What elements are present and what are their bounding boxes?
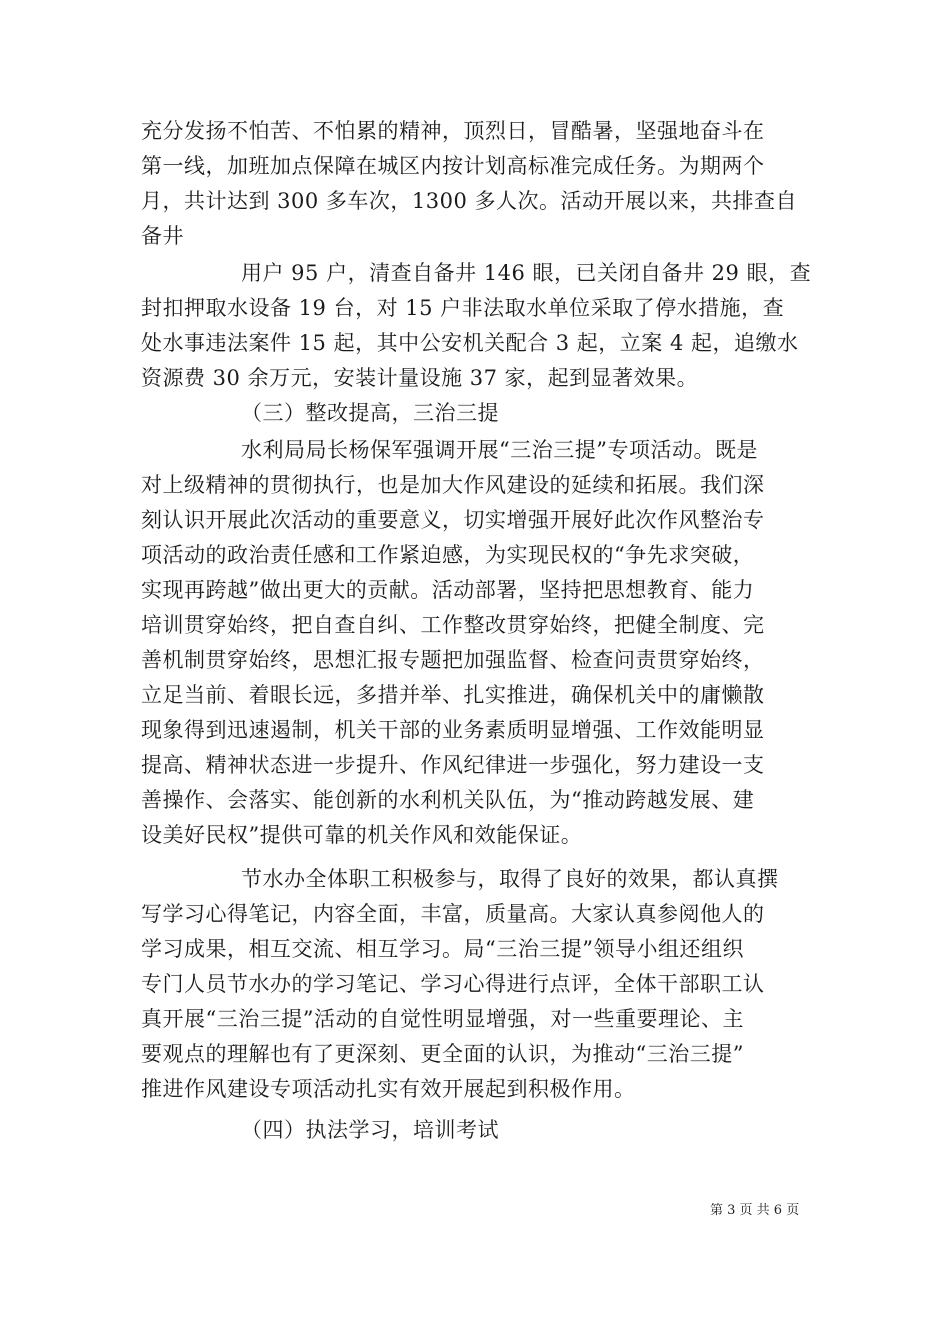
text-line: 对上级精神的贯彻执行，也是加大作风建设的延续和拓展。我们深 [141,473,765,497]
text-line: 专门人员节水办的学习笔记、学习心得进行点评，全体干部职工认 [141,972,765,996]
page-number-footer: 第 3 页 共 6 页 [710,1203,800,1218]
text-line: 立足当前、着眼长远，多措并举、扎实推进，确保机关中的庸懒散 [141,683,765,707]
section-heading-3: （三）整改提高，三治三提 [241,401,499,425]
paragraph-2-cont [141,291,809,396]
text-line: 实现再跨越”做出更大的贡献。活动部署，坚持把思想教育、能力 [141,578,755,602]
section-heading-4: （四）执法学习，培训考试 [241,1118,499,1142]
text-line: 月，共计达到 300 多车次，1300 多人次。活动开展以来，共排查自 [141,189,798,213]
text-line: 提高、精神状态进一步提升、作风纪律进一步强化，努力建设一支 [141,753,765,777]
paragraph-4-first [141,862,809,897]
text-line: 要观点的理解也有了更深刻、更全面的认识，为推动“三治三提” [141,1042,744,1066]
text-line: 资源费 30 余万元，安装计量设施 37 家，起到显著效果。 [141,366,699,390]
paragraph-1 [141,114,809,254]
text-line: 培训贯穿始终，把自查自纠、工作整改贯穿始终，把健全制度、完 [141,613,765,637]
paragraph-2 [141,256,812,291]
text-line: 设美好民权”提供可靠的机关作风和效能保证。 [141,823,583,847]
text-line: 真开展“三治三提”活动的自觉性明显增强，对一些重要理论、主 [141,1007,744,1031]
text-line: 充分发扬不怕苦、不怕累的精神，顶烈日，冒酷暑，坚强地奋斗在 [141,119,765,143]
text-line: 写学习心得笔记，内容全面，丰富，质量高。大家认真参阅他人的 [141,902,765,926]
text-line: 备井 [141,224,184,248]
text-line: 用户 95 户，清查自备井 146 眼，已关闭自备井 29 眼，查 [241,261,812,285]
text-line: 刻认识开展此次活动的重要意义，切实增强开展好此次作风整治专 [141,508,765,532]
text-line: 节水办全体职工积极参与，取得了良好的效果，都认真撰 [241,867,779,891]
text-line: 封扣押取水设备 19 台，对 15 户非法取水单位采取了停水措施，查 [141,296,785,320]
text-line: 善操作、会落实、能创新的水利机关队伍，为“推动跨越发展、建 [141,788,755,812]
text-line: 项活动的政治责任感和工作紧迫感，为实现民权的“争先求突破， [141,543,755,567]
paragraph-3-first [141,433,809,468]
text-line: 现象得到迅速遏制，机关干部的业务素质明显增强、工作效能明显 [141,718,765,742]
text-line: 水利局局长杨保军强调开展“三治三提”专项活动。既是 [241,438,758,462]
text-line: 第一线，加班加点保障在城区内按计划高标准完成任务。为期两个 [141,154,765,178]
text-line: 推进作风建设专项活动扎实有效开展起到积极作用。 [141,1077,636,1101]
document-body [141,114,812,1148]
text-line: 善机制贯穿始终，思想汇报专题把加强监督、检查问责贯穿始终， [141,648,765,672]
paragraph-3 [141,468,809,853]
text-line: 处水事违法案件 15 起，其中公安机关配合 3 起，立案 4 起，追缴水 [141,331,799,355]
paragraph-4 [141,897,809,1107]
text-line: 学习成果，相互交流、相互学习。局“三治三提”领导小组还组织 [141,937,744,961]
